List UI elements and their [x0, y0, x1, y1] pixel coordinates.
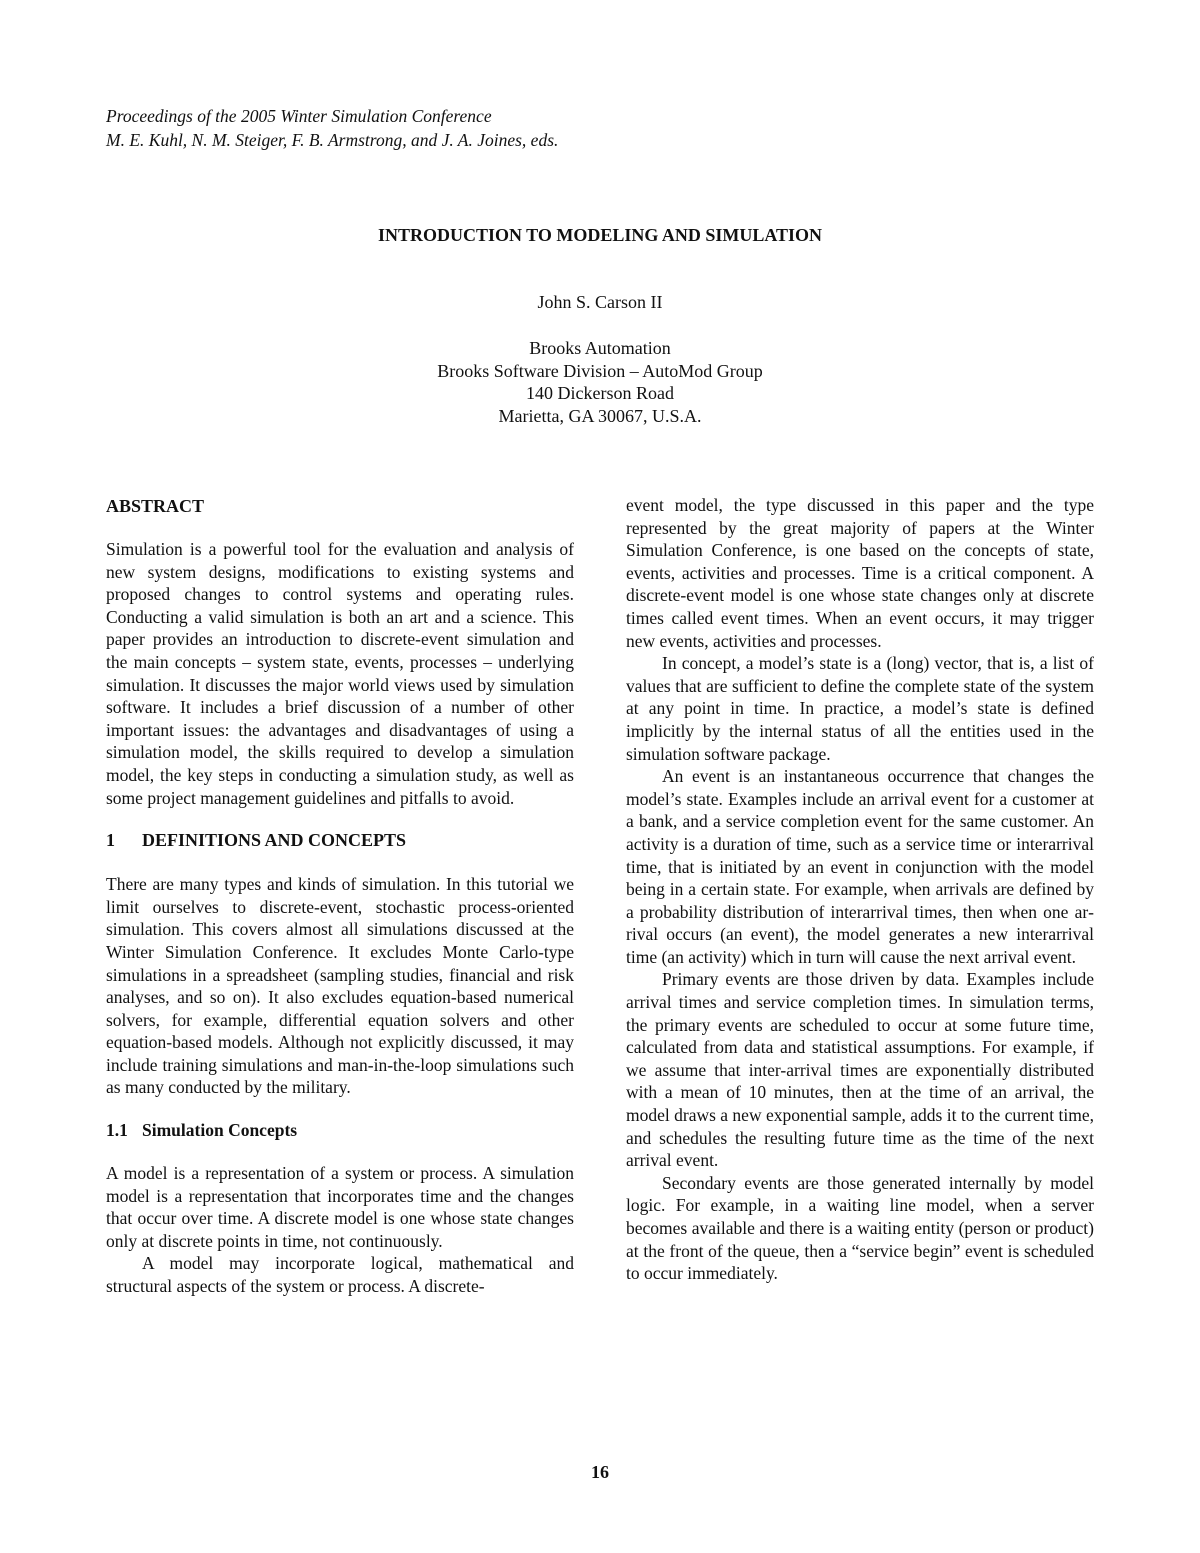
primary-events-paragraph: Primary events are those driven by data. Examples include arrival times and service completion times. In simulation terms, the primary events are scheduled to occur at some future time, calculated from data and statistical assumptions. For example, if we assume that inter-arrival times are exponentially distributed with a mean of 10 minutes, then at the time of an arrival, the model draws a new exponential sample, adds it to the current time, and schedules the resulting future time as the time of the next arrival event.: [626, 969, 1094, 1171]
affiliation-company: Brooks Automation: [529, 338, 671, 358]
abstract-text: Simulation is a powerful tool for the evaluation and analysis of new system designs, modifications to existing systems and proposed changes to control systems and operating rules. Conducting a valid simulation is both an art and a science. This paper provides an introduction to discrete-event simulation and the main concepts – system state, events, processes – underlying simulation. It discusses the major world views used by simulation software. It includes a brief discussion of a number of other important issues: the advantages and disadvantages of using a simulation model, the skills required to develop a simulation model, the key steps in conducting a simulation study, as well as some project management guidelines and pitfalls to avoid.: [106, 539, 574, 808]
section-1-heading: [106, 828, 574, 852]
proceedings-header: [106, 104, 558, 152]
section-1-paragraph: There are many types and kinds of simulation. In this tutorial we limit ourselves to discrete-event, stochastic process-oriented simulation. This covers almost all simulations discussed at the Winter Simulation Conference. It excludes Monte Carlo-type simulations in a spreadsheet (sampling studies, financial and risk analyses, and so on). It also excludes equation-based numerical solvers, for example, differential equation solvers and other equation-based models. Although not explicitly discussed, it may include training simulations and man-in-the-loop simulations such as many conducted by the military.: [106, 874, 574, 1098]
secondary-events-paragraph: Secondary events are those generated internally by model logic. For example, in a waiting line model, when a server becomes available and there is a waiting entity (person or product) at the front of the queue, then a “service begin” event is scheduled to occur immediately.: [626, 1172, 1094, 1284]
abstract-heading: ABSTRACT: [106, 496, 205, 516]
discrete-event-continuation: event model, the type discussed in this paper and the type represented by the great majority of papers at the Winter Simulation Conference, is one based on the concepts of state, events, activities and processes. Time is a critical component. A discrete-event model is one whose state changes only at discrete times called event times. When an event occurs, it may trigger new events, activities and processes.: [626, 495, 1094, 651]
section-1-1-paragraph-2: A model may incorporate logical, mathematical and structural aspects of the system or process. A discrete-: [106, 1253, 574, 1297]
right-column: [626, 494, 1094, 1285]
section-1-title: DEFINITIONS AND CONCEPTS: [142, 830, 407, 851]
affiliation-division: Brooks Software Division – AutoMod Group: [437, 360, 763, 381]
proceedings-title: Proceedings of the 2005 Winter Simulation Conference: [106, 106, 492, 126]
section-1-number: 1: [106, 830, 115, 851]
section-1-1-number: 1.1: [106, 1120, 128, 1141]
author-name: John S. Carson II: [537, 292, 663, 312]
author-affiliation: [0, 337, 1200, 427]
affiliation-street: 140 Dickerson Road: [526, 383, 674, 403]
paper-title: INTRODUCTION TO MODELING AND SIMULATION: [377, 225, 823, 245]
event-paragraph: An event is an instantaneous occurrence that changes the model’s state. Examples include an arrival event for a customer at a bank, and a service completion event for the same customer. An activity is a duration of time, such as a service time or interarrival time, that is initiated by an event in conjunction with the model being in a certain state. For example, when arrivals are defined by a probability distribution of interarrival times, then when one arrival occurs (an event), the model generates a new interarrival time (an activity) which in turn will cause the next arrival event.: [626, 766, 1094, 967]
section-1-1-title: Simulation Concepts: [142, 1120, 298, 1141]
left-column: [106, 494, 574, 1298]
proceedings-editors: M. E. Kuhl, N. M. Steiger, F. B. Armstrong, and J. A. Joines, eds.: [106, 130, 559, 150]
affiliation-city: Marietta, GA 30067, U.S.A.: [498, 405, 702, 426]
page-number: 16: [591, 1462, 609, 1482]
section-1-1-heading: [106, 1118, 574, 1142]
state-paragraph: In concept, a model’s state is a (long) vector, that is, a list of values that are sufficient to define the complete state of the system at any point in time. In practice, a model’s state is defined implicitly by the internal status of all the entities used in the simulation software package.: [626, 653, 1094, 764]
section-1-1-paragraph-1: A model is a representation of a system or process. A simulation model is a representation that incorporates time and the changes that occur over time. A discrete model is one whose state changes only at discrete points in time, not continuously.: [106, 1163, 574, 1251]
